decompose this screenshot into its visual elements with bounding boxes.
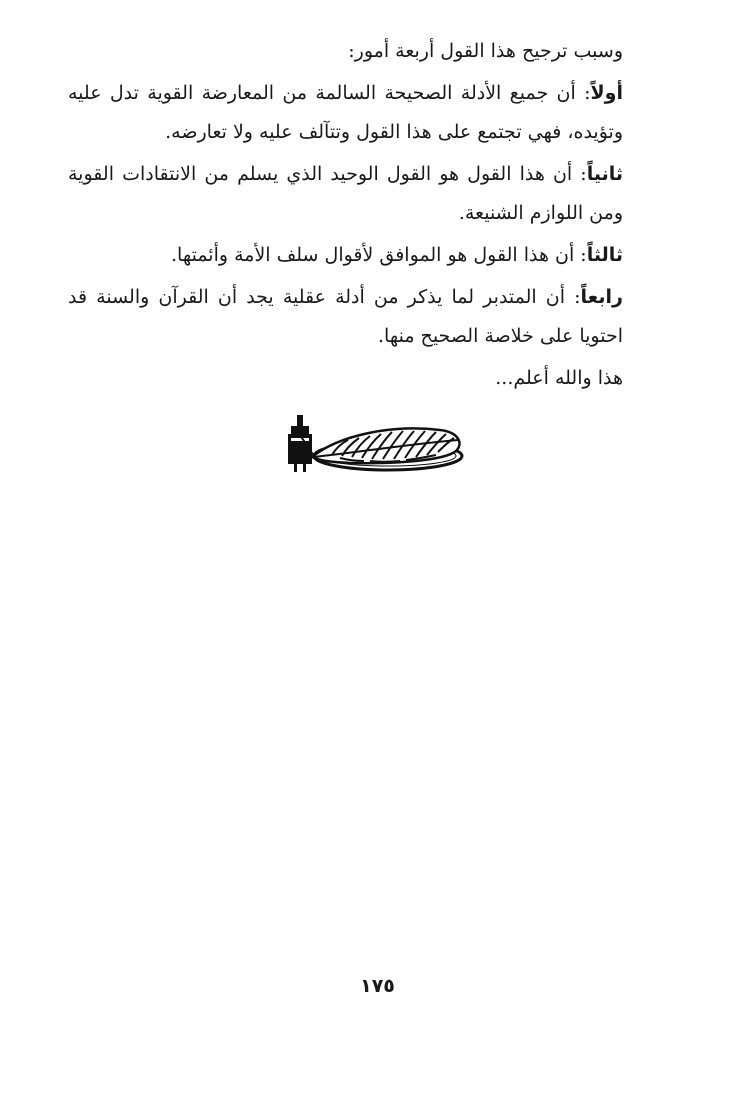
point-third-text: : أن هذا القول هو الموافق لأقوال سلف الأمة وأئمتها. [171,244,587,266]
point-first-text: : أن جميع الأدلة الصحيحة السالمة من المعارضة القوية تدل عليه وتؤيده، فهي تجتمع على هذا القول وتتآلف عليه ولا تعارضه. [68,82,623,143]
point-second-lead: ثانياً [586,163,623,185]
point-first [68,74,678,152]
main-text [68,32,678,401]
point-fourth-text: : أن المتدبر لما يذكر من أدلة عقلية يجد أن القرآن والسنة قد احتويا على خلاصة الصحيح منها. [68,286,623,347]
point-third [68,236,678,275]
point-fourth-lead: رابعاً [580,286,623,308]
point-second-text: : أن هذا القول هو القول الوحيد الذي يسلم من الانتقادات القوية ومن اللوازم الشنيعة. [68,163,623,224]
closing-line: هذا والله أعلم... [495,367,623,389]
point-first-lead: أولاً [590,82,623,104]
quill-and-inkwell-icon [280,410,465,475]
point-third-lead: ثالثاً [586,244,623,266]
intro-paragraph: وسبب ترجيح هذا القول أربعة أمور: [348,40,623,62]
point-fourth [68,278,678,356]
point-second [68,155,678,233]
page-number: ١٧٥ [360,975,395,997]
